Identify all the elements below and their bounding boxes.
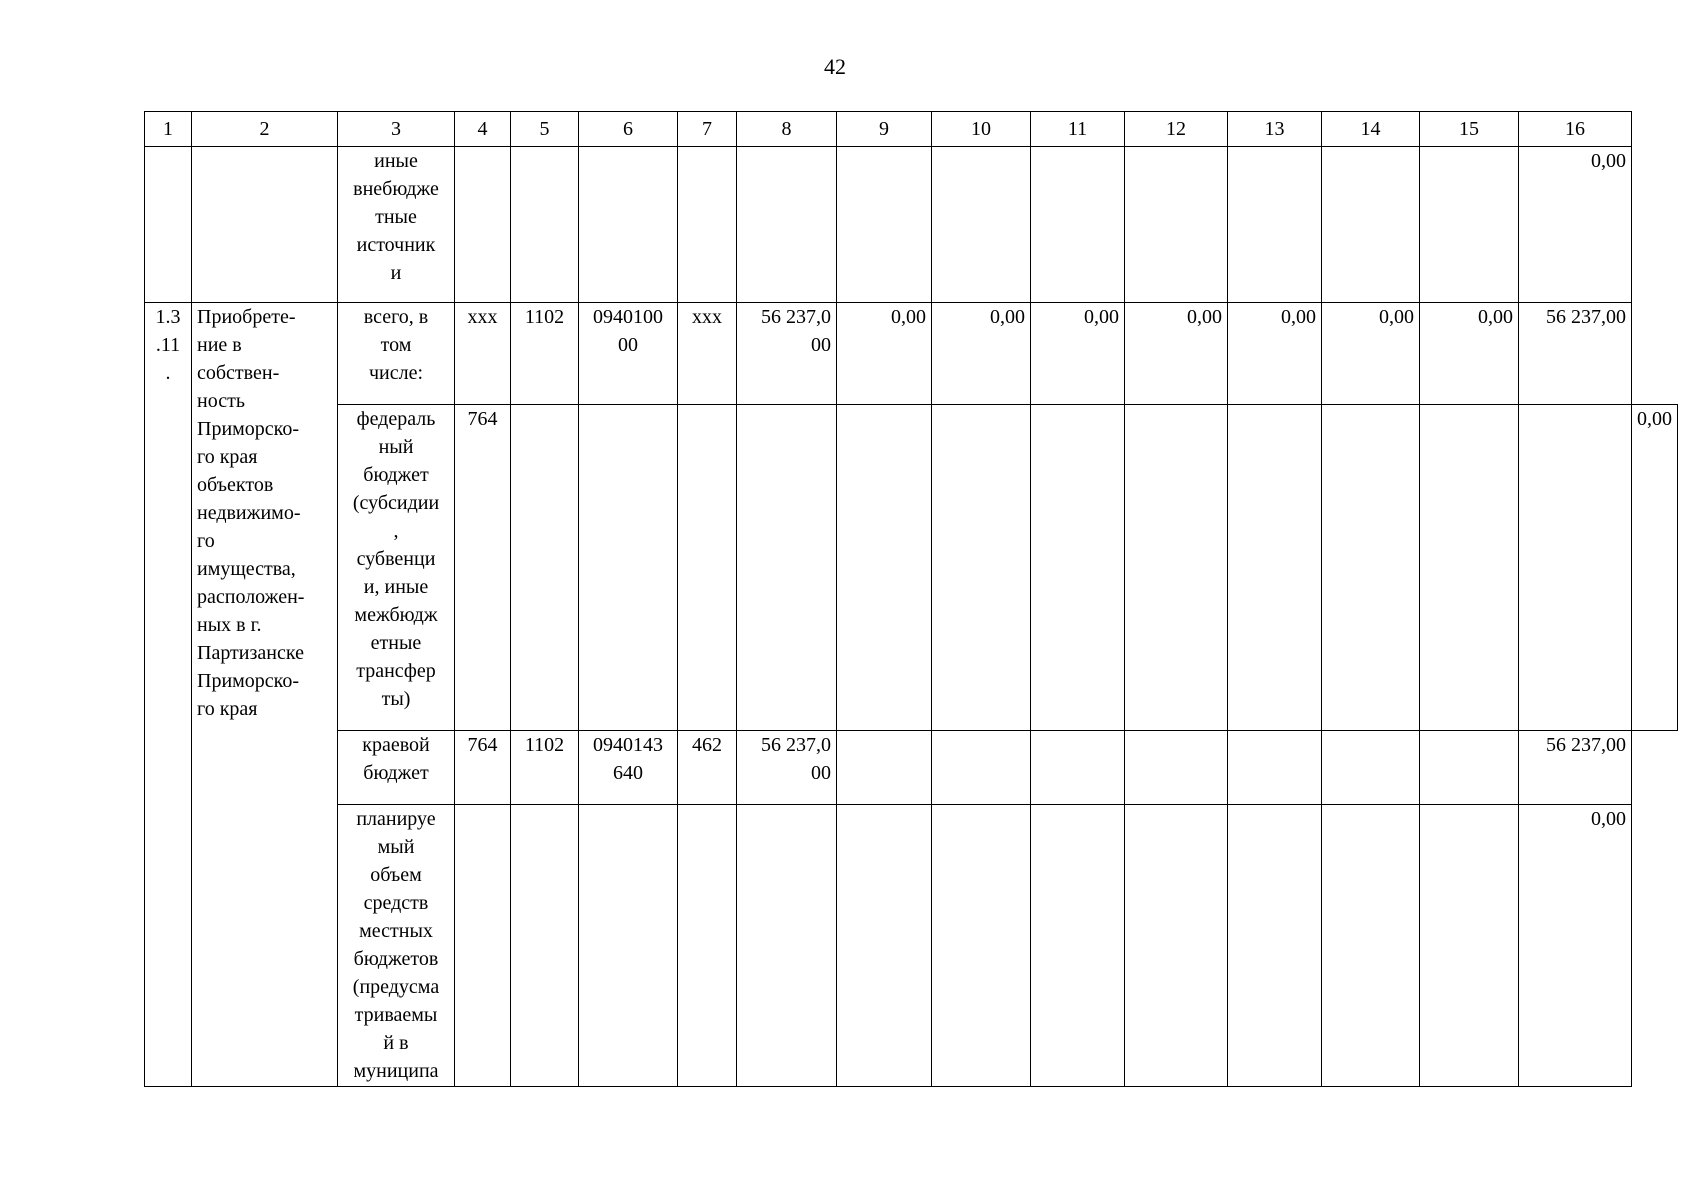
funding-source-label: всего, в том числе: bbox=[338, 303, 455, 405]
target-article-code: 0940143 640 bbox=[579, 731, 678, 805]
year-value: 0,00 bbox=[932, 303, 1031, 405]
year-value: 0,00 bbox=[1322, 303, 1420, 405]
table-row-other-sources bbox=[145, 147, 1678, 303]
table-cell bbox=[1322, 147, 1420, 303]
total-value: 56 237,00 bbox=[1519, 303, 1632, 405]
table-cell bbox=[837, 147, 932, 303]
table-cell bbox=[1322, 805, 1420, 1087]
table-cell bbox=[579, 805, 678, 1087]
item-description: Приобрете- ние в собствен- ность Приморско- го края объектов недвижимо- го имущества, расположен- ных в г. Партизанске Приморско- го края bbox=[192, 303, 338, 1087]
table-cell bbox=[455, 147, 511, 303]
year-value: 0,00 bbox=[1420, 303, 1519, 405]
funding-source-label: краевой бюджет bbox=[338, 731, 455, 805]
page-number: 42 bbox=[824, 54, 846, 79]
item-number: 1.3 .11 . bbox=[145, 303, 192, 1087]
header-cell: 4 bbox=[455, 112, 511, 147]
year-value: 0,00 bbox=[837, 303, 932, 405]
total-value: 0,00 bbox=[1519, 147, 1632, 303]
table-cell bbox=[1031, 405, 1125, 731]
table-cell bbox=[678, 805, 737, 1087]
header-cell: 15 bbox=[1420, 112, 1519, 147]
table-cell bbox=[932, 405, 1031, 731]
grbs-code: 764 bbox=[455, 405, 511, 731]
table-cell bbox=[932, 731, 1031, 805]
table-cell bbox=[837, 405, 932, 731]
table-cell bbox=[511, 147, 579, 303]
table-cell bbox=[1228, 405, 1322, 731]
header-cell: 8 bbox=[737, 112, 837, 147]
table-cell bbox=[1125, 805, 1228, 1087]
total-value: 0,00 bbox=[1632, 405, 1678, 731]
table-cell bbox=[455, 805, 511, 1087]
expense-type-code: xxx bbox=[678, 303, 737, 405]
table-row-total bbox=[145, 303, 1678, 405]
table-row-local bbox=[145, 805, 1678, 1087]
table-cell bbox=[192, 147, 338, 303]
table-cell bbox=[1228, 147, 1322, 303]
year-value: 0,00 bbox=[1031, 303, 1125, 405]
header-cell: 6 bbox=[579, 112, 678, 147]
table-cell bbox=[1125, 731, 1228, 805]
table-cell bbox=[737, 405, 837, 731]
table-row-federal bbox=[145, 405, 1678, 731]
funding-source-label: иные внебюдже тные источник и bbox=[338, 147, 455, 303]
header-cell: 1 bbox=[145, 112, 192, 147]
table-cell bbox=[511, 805, 579, 1087]
header-cell: 13 bbox=[1228, 112, 1322, 147]
table-cell bbox=[678, 405, 737, 731]
header-cell: 9 bbox=[837, 112, 932, 147]
year-value: 0,00 bbox=[1228, 303, 1322, 405]
table-cell bbox=[1519, 405, 1632, 731]
section-code: 1102 bbox=[511, 731, 579, 805]
header-cell: 14 bbox=[1322, 112, 1420, 147]
header-cell: 2 bbox=[192, 112, 338, 147]
header-cell: 11 bbox=[1031, 112, 1125, 147]
table-cell bbox=[737, 805, 837, 1087]
table-cell bbox=[1031, 147, 1125, 303]
table-cell bbox=[1228, 805, 1322, 1087]
table-cell bbox=[1322, 731, 1420, 805]
year-value: 0,00 bbox=[1125, 303, 1228, 405]
table-cell bbox=[1420, 405, 1519, 731]
expense-type-code: 462 bbox=[678, 731, 737, 805]
funding-source-label: планируе мый объем средств местных бюджетов (предусма триваемы й в муниципа bbox=[338, 805, 455, 1087]
table-cell bbox=[1125, 147, 1228, 303]
table-cell bbox=[737, 147, 837, 303]
table-cell bbox=[1420, 731, 1519, 805]
header-cell: 5 bbox=[511, 112, 579, 147]
table-cell bbox=[932, 805, 1031, 1087]
table-cell bbox=[678, 147, 737, 303]
funding-source-label: федераль ный бюджет (субсидии , субвенци и, иные межбюдж етные трансфер ты) bbox=[338, 405, 455, 731]
table-cell bbox=[932, 147, 1031, 303]
total-value: 0,00 bbox=[1519, 805, 1632, 1087]
header-cell: 3 bbox=[338, 112, 455, 147]
target-article-code: 0940100 00 bbox=[579, 303, 678, 405]
header-cell: 16 bbox=[1519, 112, 1632, 147]
total-value: 56 237,00 bbox=[1519, 731, 1632, 805]
header-cell: 10 bbox=[932, 112, 1031, 147]
table-cell bbox=[1031, 805, 1125, 1087]
table-cell bbox=[1031, 731, 1125, 805]
table-cell bbox=[579, 147, 678, 303]
header-cell: 12 bbox=[1125, 112, 1228, 147]
table-cell bbox=[1420, 147, 1519, 303]
header-row bbox=[145, 112, 1678, 147]
table-cell bbox=[579, 405, 678, 731]
year-value: 56 237,0 00 bbox=[737, 731, 837, 805]
table-cell bbox=[837, 805, 932, 1087]
grbs-code: 764 bbox=[455, 731, 511, 805]
table-cell bbox=[1228, 731, 1322, 805]
table-row-regional bbox=[145, 731, 1678, 805]
table-cell bbox=[1125, 405, 1228, 731]
grbs-code: xxx bbox=[455, 303, 511, 405]
table-cell bbox=[511, 405, 579, 731]
table-cell bbox=[1420, 805, 1519, 1087]
table-cell bbox=[837, 731, 932, 805]
year-value: 56 237,0 00 bbox=[737, 303, 837, 405]
section-code: 1102 bbox=[511, 303, 579, 405]
table-cell bbox=[145, 147, 192, 303]
budget-table bbox=[144, 111, 1678, 1087]
header-cell: 7 bbox=[678, 112, 737, 147]
table-cell bbox=[1322, 405, 1420, 731]
